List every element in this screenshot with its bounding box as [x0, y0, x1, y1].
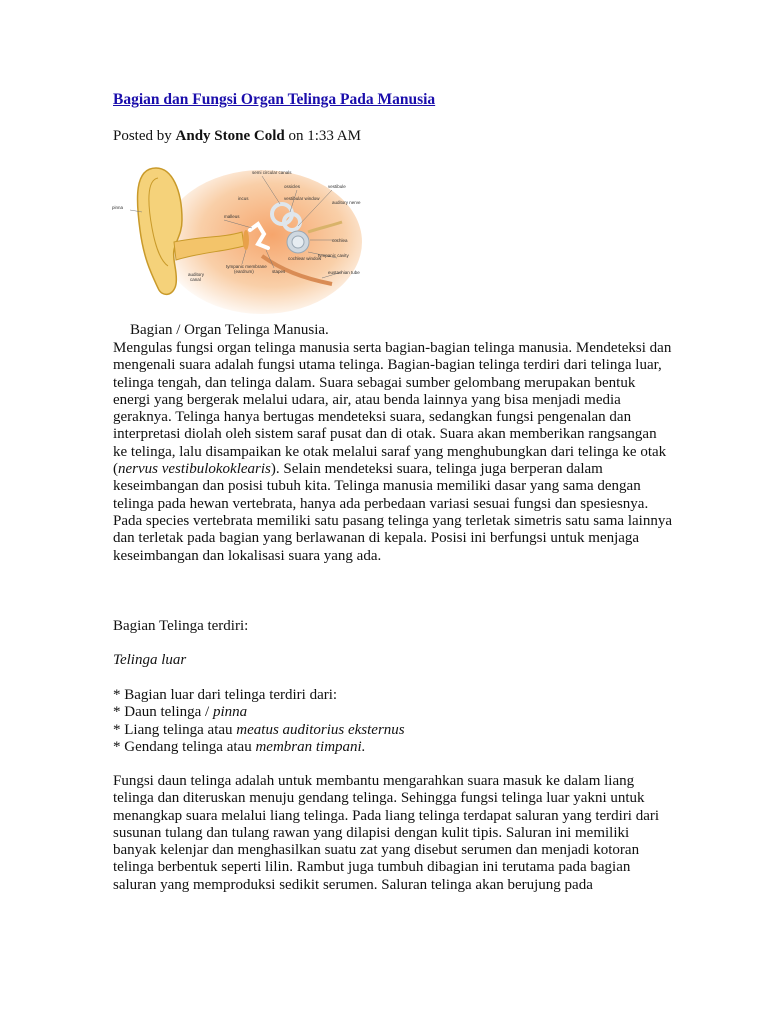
posted-on-text: on [284, 128, 308, 144]
list-item [113, 704, 405, 721]
cochlea-shape [287, 231, 309, 253]
list-item-text: * Daun telinga / [113, 704, 213, 721]
list-item [113, 722, 405, 739]
label-canal-2: canal [190, 277, 201, 282]
label-tympanic-cavity: tympanic cavity [318, 253, 349, 258]
label-stapes: stapes [272, 269, 286, 274]
figure-caption: Bagian / Organ Telinga Manusia. [130, 322, 329, 338]
author-name: Andy Stone Cold [175, 128, 285, 144]
list-item-text: * Gendang telinga atau [113, 738, 256, 755]
post-time: 1:33 AM [307, 128, 361, 144]
list-item [113, 739, 405, 756]
label-oval-window: vestibular window [284, 196, 320, 201]
ear-anatomy-diagram [112, 160, 364, 320]
list-heading: Bagian Telinga terdiri: [113, 618, 249, 634]
subheading-outer-ear: Telinga luar [113, 652, 187, 668]
posted-by-text: Posted by [113, 128, 176, 144]
label-malleus: malleus [224, 214, 240, 219]
tympanic-membrane-shape [243, 230, 249, 250]
intro-text-a: Mengulas fungsi organ telinga manusia serta bagian-bagian telinga manusia. Mendeteksi dan mengenali suara adalah fungsi utama telinga. Bagian-bagian telinga terdiri dari telinga luar, telinga tengah, dan telinga dalam. Suara sebagai sumber gelombang merupakan bentuk energi yang bergerak melalui udara, air, atau benda lainnya yang bisa menjadi media geraknya. Telinga hanya bertugas mendeteksi suara, sedangkan fungsi pengenalan dan interpretasi diolah oleh sistem saraf pusat dan di otak. Suara akan memberikan rangsangan ke telinga, lalu disampaikan ke otak melalui saraf yang menghubungkan dari telinga ke otak ( [113, 340, 672, 478]
intro-paragraph [113, 340, 673, 565]
list-item-italic: pinna [212, 704, 248, 721]
label-eardrum: (eardrum) [234, 269, 254, 274]
list-item [113, 687, 405, 704]
label-ossicles: ossicles [284, 184, 301, 189]
intro-text-b: ). Selain mendeteksi suara, telinga juga berperan dalam keseimbangan dan posisi tubuh kita. Telinga manusia memiliki dasar yang sama dengan telinga pada hewan vertebrata, hanya ada perbedaan variasi sesuai fungsi dan spesiesnya. Pada species vertebrata memiliki satu pasang telinga yang terletak simetris satu sama lainnya dan terletak pada bagian yang berlawanan di kepala. Posisi ini berfungsi untuk menjaga keseimbangan dan lokalisasi suara yang ada. [113, 461, 672, 564]
article-title-link[interactable]: Bagian dan Fungsi Organ Telinga Pada Manusia [113, 91, 436, 108]
label-cochlea: cochlea [332, 238, 348, 243]
label-pinna: pinna [112, 205, 124, 210]
label-vestibule: vestibule [328, 184, 346, 189]
list-item-italic: meatus auditorius eksternus [236, 721, 405, 738]
list-item-italic: membran timpani. [255, 738, 366, 755]
label-semicircular: semi circular canals [252, 170, 292, 175]
label-tympanic: tympanic membrane [226, 264, 267, 269]
outer-ear-paragraph: Fungsi daun telinga adalah untuk membantu mengarahkan suara masuk ke dalam liang telinga dan diteruskan menuju gendang telinga. Sehingga fungsi telinga luar yakni untuk menangkap suara melalui liang telinga. Pada liang telinga terdapat saluran yang terdiri dari susunan tulang dan tulang rawan yang dilapisi dengan kulit tipis. Saluran ini memiliki banyak kelenjar dan menghasilkan suatu zat yang disebut serumen dan menjadi kotoran telinga berbentuk seperti lilin. Rambut juga tumbuh dibagian ini terutama pada bagian saluran yang memproduksi sedikit serumen. Saluran telinga akan berujung pada [113, 773, 660, 893]
intro-text-italic: nervus vestibulokoklearis [118, 461, 271, 478]
label-round-window: cochlear window [288, 256, 322, 261]
pinna-shape [137, 168, 182, 294]
outer-ear-parts-list [113, 687, 405, 756]
label-canal-1: auditory [188, 272, 205, 277]
label-eustachian: eustachian tube [328, 270, 360, 275]
article-title [113, 91, 435, 109]
list-item-text: * Bagian luar dari telinga terdiri dari: [113, 687, 338, 703]
list-item-text: * Liang telinga atau [113, 721, 237, 738]
label-auditory-nerve: auditory nerve [332, 200, 361, 205]
label-incus: incus [238, 196, 249, 201]
post-meta [113, 128, 361, 145]
